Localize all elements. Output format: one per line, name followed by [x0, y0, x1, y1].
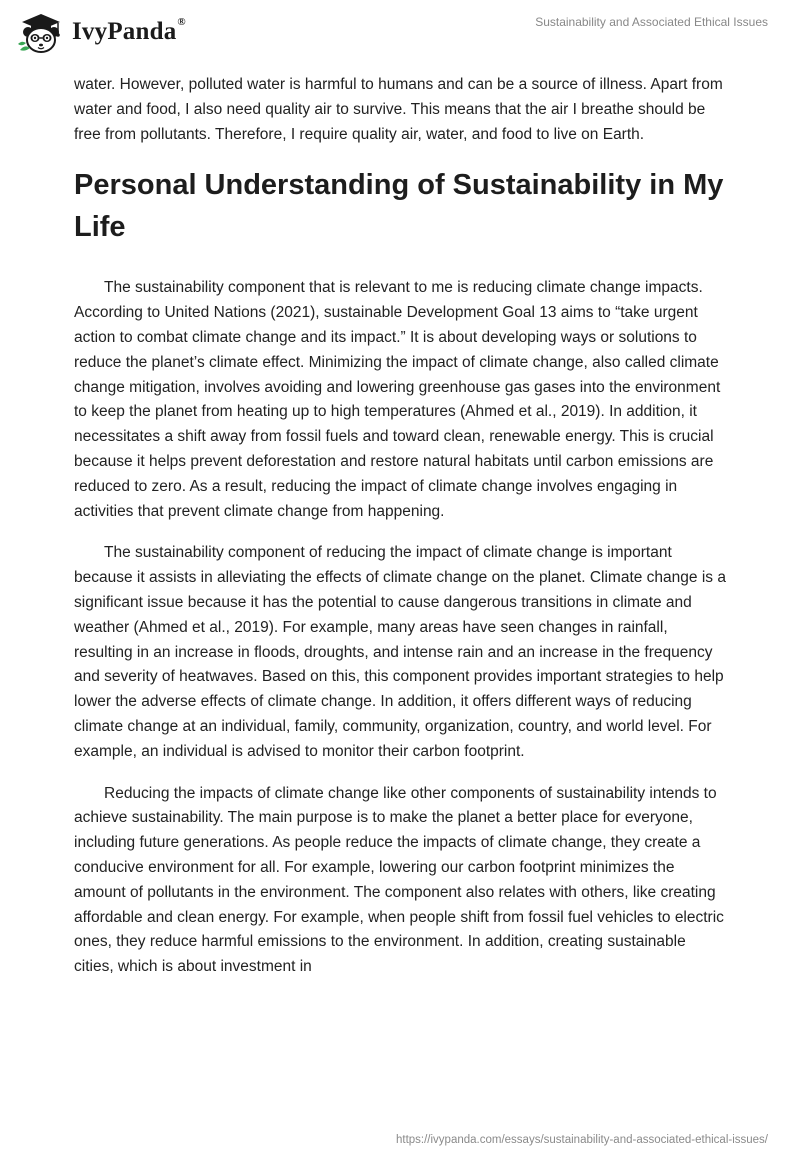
section-heading: Personal Understanding of Sustainability in My Life — [74, 169, 724, 244]
body-paragraph: Reducing the impacts of climate change like other components of sustainability intends to achieve sustainability. The main purpose is to make the planet a better place for everyone, including future generations. As people reduce the impacts of climate change, they create a conducive environment for all. For example, lowering our carbon footprint minimizes the amount of pollutants in the environment. The component also relates with others, like creating affordable and clean energy. For example, when people shift from fossil fuel vehicles to electric ones, they reduce harmful emissions to the environment. In addition, creating sustainable cities, which is about investment in — [74, 784, 724, 976]
essay-body — [74, 73, 728, 997]
page-header — [0, 0, 800, 62]
body-paragraph: The sustainability component that is relevant to me is reducing climate change impacts. According to United Nations (2021), sustainable Development Goal 13 aims to “take urgent action to combat climate change and its impact.” It is about developing ways or solutions to reduce the planet’s climate effect. Minimizing the impact of climate change, also called climate change mitigation, involves avoiding and lowering greenhouse gas gases into the environment to keep the planet from heating up to high temperatures (Ahmed et al., 2019). In addition, it necessitates a shift away from fossil fuels and toward clean, renewable energy. This is crucial because it helps prevent deforestation and restore natural habitats until carbon emissions are reduced to zero. As a result, reducing the impact of climate change involves engaging in activities that prevent climate change from happening. — [74, 279, 721, 520]
panda-logo-icon — [16, 10, 66, 54]
document-title: Sustainability and Associated Ethical Issues — [535, 15, 768, 29]
intro-paragraph: water. However, polluted water is harmful to humans and can be a source of illness. Apart from water and food, I also need quality air to survive. This means that the air I breathe should be free from pollutants. Therefore, I require quality air, water, and food to live on Earth. — [74, 76, 723, 143]
brand-name: IvyPanda® — [72, 16, 186, 45]
source-url[interactable]: https://ivypanda.com/essays/sustainability-and-associated-ethical-issues/ — [395, 1134, 768, 1146]
logo[interactable] — [16, 10, 186, 54]
body-paragraph: The sustainability component of reducing the impact of climate change is important because it assists in alleviating the effects of climate change on the planet. Climate change is a significant issue because it has the potential to cause dangerous transitions in climate and weather (Ahmed et al., 2019). For example, many areas have seen changes in rainfall, resulting in an increase in floods, droughts, and intense rain and an increase in the frequency and severity of heatwaves. Based on this, this component provides important strategies to help lower the adverse effects of climate change. In addition, it offers different ways of reducing climate change at an individual, family, community, organization, country, and world level. For example, an individual is advised to monitor their carbon footprint. — [74, 544, 726, 760]
